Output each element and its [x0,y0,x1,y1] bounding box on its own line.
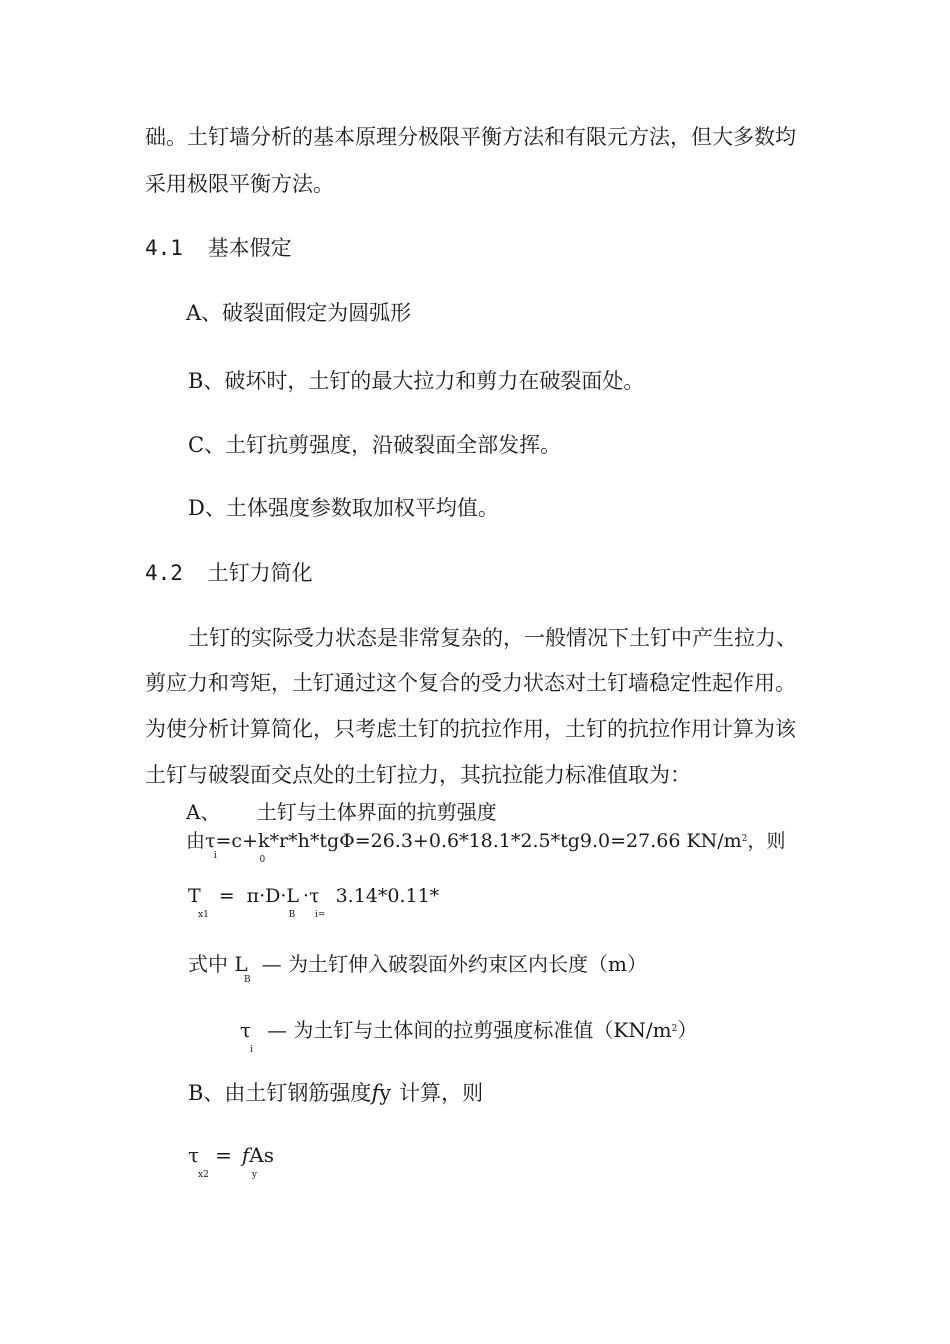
assumption-d: D、土体强度参数取加权平均值。 [188,496,499,520]
body-line-4: 土钉与破裂面交点处的土钉拉力，其抗拉能力标准值取为： [145,763,691,787]
superscript-2: 2 [741,834,748,844]
item-b-line [188,1077,483,1107]
formula-shear-strength [186,826,786,865]
where-tau-close: ） [677,1018,698,1042]
assumption-c: C、土钉抗剪强度，沿破裂面全部发挥。 [188,433,562,457]
formula-expression: *r*h*tgΦ=26.3+0.6*18.1*2.5*tg9.0=27.66 KN/m [269,830,742,852]
formula-fy: f y [241,1143,257,1180]
where-tau-text: — 为土钉与土体间的拉剪强度标准值（KN/m [267,1018,672,1042]
section-4-2-heading [145,557,313,587]
section-title: 基本假定 [207,236,292,260]
item-a-text: 土钉与土体界面的抗剪强度 [256,800,497,824]
where-lb-text: — 为土钉伸入破裂面外约束区内长度（m） [261,952,647,976]
formula-k0: =c+k 0 [215,830,270,865]
body-line-3: 为使分析计算简化，只考虑土钉的抗拉作用，土钉的抗拉作用计算为该 [145,717,796,741]
assumption-b: B、破坏时，土钉的最大拉力和剪力在破裂面处。 [188,369,645,393]
formula-equals: = [218,885,235,907]
item-b-y: y [379,1081,392,1105]
section-number: 4.2 [145,561,183,585]
assumption-a: A、破裂面假定为圆弧形 [186,301,412,325]
formula-numeric: 3.14*0.11* [335,885,440,907]
formula-equals: = [215,1143,232,1167]
subscript-y: y [251,1170,257,1180]
intro-line-2: 采用极限平衡方法。 [145,172,334,196]
item-a-line [186,796,497,825]
subscript-0: 0 [259,855,266,865]
section-title: 土钉力简化 [207,561,313,585]
formula-tau-x2: τ x2 [188,1143,209,1180]
item-b-suffix: 计算，则 [399,1081,484,1105]
intro-line-1: 础。土钉墙分析的基本原理分极限平衡方法和有限元方法，但大多数均 [145,125,796,149]
section-number: 4.1 [145,236,183,260]
subscript-i: i [214,851,217,861]
body-line-2: 剪应力和弯矩，土钉通过这个复合的受力状态对土钉墙稳定性起作用。 [145,671,796,695]
formula-tau: ·τ i= [303,885,326,920]
formula-As: As [249,1143,274,1167]
formula-tension-tx2 [188,1143,274,1180]
subscript-i: i [250,1045,253,1055]
formula-tau-i: 由τ i [186,830,217,861]
formula-tension-tx1 [188,885,440,920]
section-4-1-heading [145,232,292,262]
where-tau-definition [240,1014,698,1055]
item-a-label: A、 [186,800,221,824]
subscript-x1: x1 [198,910,209,920]
formula-suffix: ，则 [747,830,786,852]
item-b-f: f [371,1081,380,1105]
formula-pi-d-l: π·D·L B [246,885,300,920]
where-lb-definition [188,948,647,985]
subscript-x2: x2 [198,1170,209,1180]
superscript-2: 2 [671,1024,678,1034]
where-lb-symbol: 式中 L B [188,952,251,985]
subscript-i-eq: i= [315,910,326,920]
formula-T: T x1 [188,885,209,920]
item-b-prefix: B、由土钉钢筋强度 [188,1081,372,1105]
subscript-B: B [288,910,296,920]
body-line-1: 土钉的实际受力状态是非常复杂的，一般情况下土钉中产生拉力、 [188,626,797,650]
where-tau-symbol: τ i [240,1018,253,1055]
subscript-B: B [244,975,251,985]
